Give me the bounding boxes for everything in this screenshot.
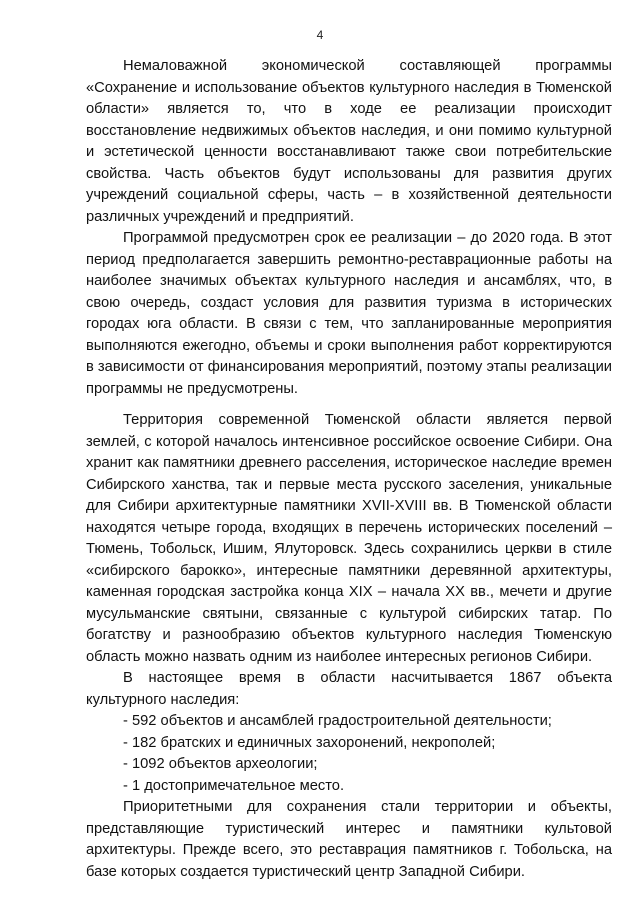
paragraph-heritage-count: В настоящее время в области насчитывается 1867 объекта культурного наследия: <box>86 670 612 708</box>
list-item: - 1 достопримечательное место. <box>123 777 345 794</box>
list-item: - 1092 объектов археологии; <box>123 756 318 772</box>
paragraph-program-timeline: Программой предусмотрен срок ее реализации – до 2020 года. В этот период предполагается завершить ремонтно-реставрационные работы на наиболее значимых объектах культурного наследия и ансамблях, что, в свою очередь, создаст условия для развития туризма в исторических городах юга области. В связи с тем, что запланированные мероприятия выполняются ежегодно, объемы и сроки выполнения работ корректируются в зависимости от финансирования мероприятий, поэтому этапы реализации программы не предусмотрены. <box>86 230 612 397</box>
list-item: - 182 братских и единичных захоронений, некрополей; <box>123 734 496 751</box>
paragraph-priorities: Приоритетными для сохранения стали территории и объекты, представляющие туристический интерес и памятники культовой архитектуры. Прежде всего, это реставрация памятников г. Тобольска, на базе которых создается туристический центр Западной Сибири. <box>86 799 612 880</box>
document-body <box>86 56 612 883</box>
heritage-list <box>86 711 612 797</box>
page-number: 4 <box>316 28 324 42</box>
paragraph-economic-component: Немаловажной экономической составляющей программы «Сохранение и использование объектов культурного наследия в Тюменской области» является то, что в ходе ее реализации происходит восстановление недвижимых объектов наследия, и они помимо культурной и эстетической ценности восстанавливают также свои потребительские свойства. Часть объектов будут использованы для развития других учреждений социальной сферы, часть – в хозяйственной деятельности различных учреждений и предприятий. <box>86 58 612 225</box>
list-item: - 592 объектов и ансамблей градостроительной деятельности; <box>123 713 552 729</box>
paragraph-territory-history: Территория современной Тюменской области является первой землей, с которой началось интенсивное российское освоение Сибири. Она хранит как памятники древнего расселения, историческое наследие времен Сибирского ханства, так и первые места русского заселения, уникальные для Сибири архитектурные памятники XVII-XVIII вв. В Тюменской области находятся четыре города, входящих в перечень исторических поселений – Тюмень, Тобольск, Ишим, Ялуторовск. Здесь сохранились церкви в стиле «сибирского барокко», интересные памятники деревянной архитектуры, каменная городская застройка конца XIX – начала XX вв., мечети и другие мусульманские святыни, связанные с культурой сибирских татар. По богатству и разнообразию объектов культурного наследия Тюменскую область можно назвать одним из наиболее интересных регионов Сибири. <box>86 412 612 665</box>
